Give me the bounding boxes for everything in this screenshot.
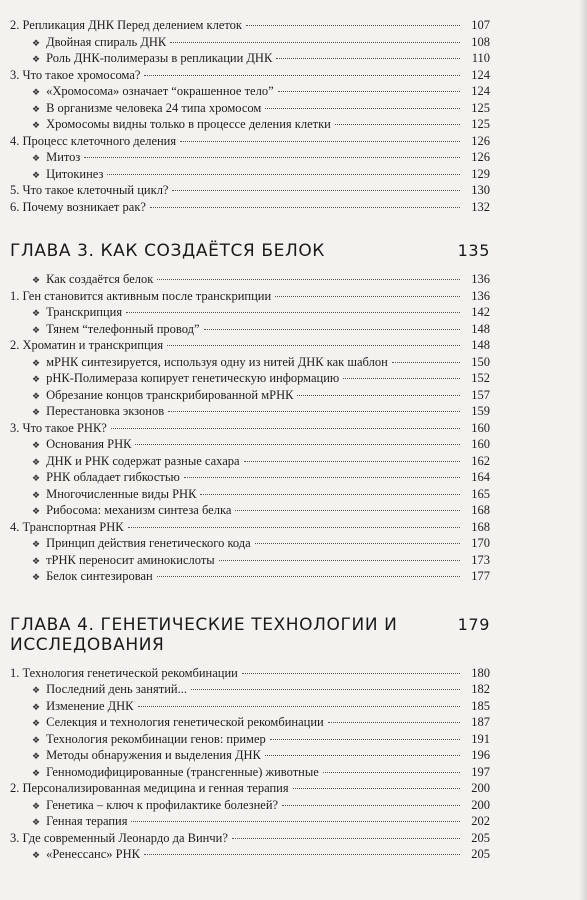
dot-leader	[167, 345, 460, 346]
toc-subsection-entry[interactable]	[10, 100, 490, 117]
dot-leader	[138, 706, 460, 707]
toc-subsection-entry[interactable]	[10, 116, 490, 133]
dot-leader	[392, 362, 460, 363]
entry-title: Основания РНК	[46, 437, 132, 451]
toc-subsection-entry[interactable]	[10, 83, 490, 100]
entry-page-number: 110	[471, 51, 490, 65]
dot-leader	[131, 821, 460, 822]
diamond-bullet-icon: ❖	[32, 751, 41, 761]
chapter-4-title: ГЛАВА 4. ГЕНЕТИЧЕСКИЕ ТЕХНОЛОГИИ И ИССЛЕДОВАНИЯ	[10, 614, 398, 655]
entry-page-number: 173	[471, 552, 490, 567]
toc-subsection-entry[interactable]	[10, 453, 490, 470]
toc-subsection-entry[interactable]	[10, 698, 490, 715]
diamond-bullet-icon: ❖	[32, 308, 41, 318]
entry-page-number: 197	[471, 764, 490, 779]
diamond-bullet-icon: ❖	[32, 800, 41, 811]
toc-section-entry[interactable]	[10, 17, 490, 34]
entry-page-number: 136	[471, 272, 490, 286]
entry-page-number: 170	[471, 536, 490, 550]
dot-leader	[232, 838, 460, 839]
toc-section-entry[interactable]	[10, 288, 490, 305]
entry-title: 2. Репликация ДНК Перед делением клеток	[10, 18, 242, 32]
dot-leader	[235, 510, 460, 511]
dot-leader	[343, 378, 460, 379]
toc-subsection-entry[interactable]	[10, 714, 490, 731]
diamond-bullet-icon: ❖	[32, 440, 41, 450]
entry-page-number: 130	[471, 183, 490, 197]
entry-page-number: 162	[471, 453, 490, 468]
entry-page-number: 157	[471, 387, 490, 402]
toc-subsection-entry[interactable]	[10, 403, 490, 420]
entry-page-number: 136	[471, 288, 490, 303]
toc-subsection-entry[interactable]	[10, 486, 490, 503]
toc-section-entry[interactable]	[10, 133, 490, 150]
dot-leader	[157, 279, 460, 280]
dot-leader	[157, 576, 460, 577]
diamond-bullet-icon: ❖	[32, 473, 41, 483]
entry-title: Роль ДНК-полимеразы в репликации ДНК	[46, 51, 273, 65]
entry-title: ДНК и РНК содержат разные сахара	[46, 453, 240, 468]
entry-page-number: 202	[471, 814, 490, 828]
dot-leader	[335, 124, 460, 125]
entry-page-number: 126	[471, 133, 490, 148]
entry-page-number: 160	[471, 420, 490, 435]
entry-title: Многочисленные виды РНК	[46, 486, 197, 501]
entry-title: 4. Процесс клеточного деления	[10, 133, 177, 148]
entry-title: Белок синтезирован	[46, 569, 153, 583]
dot-leader	[180, 141, 460, 142]
diamond-bullet-icon: ❖	[32, 767, 41, 778]
toc-subsection-entry[interactable]	[10, 149, 490, 166]
entry-title: «Ренессанс» РНК	[46, 847, 140, 861]
entry-title: 3. Где современный Леонардо да Винчи?	[10, 830, 228, 845]
dot-leader	[276, 58, 460, 59]
entry-title: Генетика – ключ к профилактике болезней?	[46, 797, 279, 812]
entry-page-number: 132	[471, 199, 490, 214]
toc-subsection-entry[interactable]	[10, 387, 490, 404]
dot-leader	[255, 543, 460, 544]
toc-subsection-entry[interactable]	[10, 568, 490, 585]
entry-page-number: 168	[471, 503, 490, 517]
toc-section-protein	[10, 271, 490, 585]
chapter-4-page: 179	[457, 614, 490, 634]
toc-subsection-entry[interactable]	[10, 34, 490, 51]
toc-subsection-entry[interactable]	[10, 370, 490, 387]
dot-leader	[204, 329, 460, 330]
toc-section-entry[interactable]	[10, 420, 490, 437]
diamond-bullet-icon: ❖	[32, 456, 41, 467]
entry-page-number: 107	[471, 18, 490, 32]
entry-title: Перестановка экзонов	[46, 404, 165, 418]
toc-subsection-entry[interactable]	[10, 166, 490, 183]
toc-subsection-entry[interactable]	[10, 436, 490, 453]
dot-leader	[265, 108, 460, 109]
dot-leader	[323, 772, 460, 773]
entry-title: Генномодифицированные (трансгенные) животные	[46, 764, 319, 779]
toc-subsection-entry[interactable]	[10, 271, 490, 288]
entry-title: 4. Транспортная РНК	[10, 519, 124, 534]
dot-leader	[150, 207, 460, 208]
toc-section-chromosomes	[10, 17, 490, 215]
diamond-bullet-icon: ❖	[32, 572, 41, 582]
entry-page-number: 187	[471, 715, 490, 729]
diamond-bullet-icon: ❖	[32, 489, 41, 500]
toc-subsection-entry[interactable]	[10, 552, 490, 569]
entry-page-number: 152	[471, 371, 490, 385]
chapter-3-heading[interactable]	[10, 241, 490, 261]
entry-title: Методы обнаружения и выделения ДНК	[46, 748, 261, 762]
entry-page-number: 125	[471, 100, 490, 115]
entry-page-number: 200	[471, 797, 490, 812]
dot-leader	[168, 411, 460, 412]
diamond-bullet-icon: ❖	[32, 734, 41, 745]
dot-leader	[297, 395, 460, 396]
entry-title: 2. Хроматин и транскрипция	[10, 338, 164, 352]
diamond-bullet-icon: ❖	[32, 103, 41, 114]
toc-subsection-entry[interactable]	[10, 321, 490, 338]
entry-page-number: 191	[471, 731, 490, 746]
page-edge-shadow	[579, 0, 587, 900]
toc-subsection-entry[interactable]	[10, 747, 490, 764]
dot-leader	[265, 755, 460, 756]
entry-page-number: 148	[471, 321, 490, 336]
entry-title: Хромосомы видны только в процессе деления клетки	[46, 117, 331, 131]
entry-page-number: 160	[471, 437, 490, 451]
entry-page-number: 125	[471, 117, 490, 131]
diamond-bullet-icon: ❖	[32, 87, 41, 97]
diamond-bullet-icon: ❖	[32, 275, 41, 285]
diamond-bullet-icon: ❖	[32, 850, 41, 860]
entry-page-number: 148	[471, 338, 490, 352]
toc-subsection-entry[interactable]	[10, 535, 490, 552]
entry-title: Тянем “телефонный провод”	[46, 321, 200, 336]
entry-title: мРНК синтезируется, используя одну из нитей ДНК как шаблон	[46, 354, 388, 369]
toc-section-entry[interactable]	[10, 830, 490, 847]
toc-section-entry[interactable]	[10, 519, 490, 536]
toc-subsection-entry[interactable]	[10, 797, 490, 814]
diamond-bullet-icon: ❖	[32, 153, 41, 163]
dot-leader	[246, 25, 460, 26]
dot-leader	[219, 560, 460, 561]
toc-section-entry[interactable]	[10, 182, 490, 199]
dot-leader	[135, 444, 460, 445]
entry-title: Обрезание концов транскрибированной мРНК	[46, 387, 294, 402]
entry-title: 3. Что такое хромосома?	[10, 67, 141, 82]
chapter-3-page: 135	[457, 241, 490, 260]
entry-page-number: 164	[471, 470, 490, 484]
toc-subsection-entry[interactable]	[10, 681, 490, 698]
dot-leader	[278, 91, 460, 92]
entry-title: Митоз	[46, 150, 81, 164]
entry-page-number: 205	[471, 830, 490, 845]
entry-title: В организме человека 24 типа хромосом	[46, 100, 262, 115]
entry-title: Изменение ДНК	[46, 698, 134, 713]
entry-page-number: 185	[471, 698, 490, 713]
toc-section-entry[interactable]	[10, 67, 490, 84]
entry-page-number: 180	[471, 665, 490, 680]
toc-section-entry[interactable]	[10, 337, 490, 354]
dot-leader	[328, 722, 460, 723]
entry-page-number: 205	[471, 847, 490, 861]
toc-subsection-entry[interactable]	[10, 502, 490, 519]
entry-title: Двойная спираль ДНК	[46, 34, 167, 49]
dot-leader	[200, 494, 460, 495]
entry-page-number: 124	[471, 84, 490, 98]
entry-page-number: 129	[471, 166, 490, 181]
entry-title: рНК-Полимераза копирует генетическую информацию	[46, 371, 340, 385]
diamond-bullet-icon: ❖	[32, 506, 41, 516]
dot-leader	[111, 428, 460, 429]
diamond-bullet-icon: ❖	[32, 54, 41, 64]
dot-leader	[293, 788, 460, 789]
entry-page-number: 168	[471, 519, 490, 534]
diamond-bullet-icon: ❖	[32, 169, 41, 180]
toc-section-entry[interactable]	[10, 780, 490, 797]
toc-section-technologies	[10, 665, 490, 863]
entry-title: 3. Что такое РНК?	[10, 420, 107, 435]
entry-page-number: 177	[471, 569, 490, 583]
diamond-bullet-icon: ❖	[32, 685, 41, 695]
entry-title: 5. Что такое клеточный цикл?	[10, 183, 169, 197]
entry-title: 6. Почему возникает рак?	[10, 199, 146, 214]
entry-title: Как создаётся белок	[46, 272, 154, 286]
entry-title: «Хромосома» означает “окрашенное тело”	[46, 84, 274, 98]
diamond-bullet-icon: ❖	[32, 817, 41, 827]
toc-subsection-entry[interactable]	[10, 50, 490, 67]
entry-title: Последний день занятий...	[46, 682, 187, 696]
dot-leader	[128, 527, 460, 528]
dot-leader	[282, 805, 460, 806]
entry-page-number: 159	[471, 404, 490, 418]
dot-leader	[191, 689, 460, 690]
dot-leader	[172, 190, 460, 191]
entry-title: Рибосома: механизм синтеза белка	[46, 503, 232, 517]
entry-title: 1. Технология генетической рекомбинации	[10, 665, 238, 680]
toc-section-entry[interactable]	[10, 665, 490, 682]
chapter-4-heading[interactable]	[10, 615, 490, 655]
diamond-bullet-icon: ❖	[32, 374, 41, 384]
toc-subsection-entry[interactable]	[10, 304, 490, 321]
dot-leader	[184, 477, 460, 478]
entry-title: Селекция и технология генетической рекомбинации	[46, 715, 324, 729]
diamond-bullet-icon: ❖	[32, 390, 41, 401]
toc-subsection-entry[interactable]	[10, 846, 490, 863]
dot-leader	[84, 157, 460, 158]
entry-page-number: 124	[471, 67, 490, 82]
entry-title: тРНК переносит аминокислоты	[46, 552, 215, 567]
dot-leader	[275, 296, 460, 297]
dot-leader	[270, 739, 460, 740]
diamond-bullet-icon: ❖	[32, 718, 41, 728]
dot-leader	[144, 75, 460, 76]
diamond-bullet-icon: ❖	[32, 539, 41, 549]
entry-page-number: 126	[471, 150, 490, 164]
entry-title: Генная терапия	[46, 814, 128, 828]
diamond-bullet-icon: ❖	[32, 120, 41, 130]
toc-section-entry[interactable]	[10, 199, 490, 216]
table-of-contents	[10, 17, 490, 863]
entry-page-number: 182	[471, 682, 490, 696]
dot-leader	[144, 854, 460, 855]
entry-title: 1. Ген становится активным после транскрипции	[10, 288, 272, 303]
toc-subsection-entry[interactable]	[10, 764, 490, 781]
toc-subsection-entry[interactable]	[10, 354, 490, 371]
diamond-bullet-icon: ❖	[32, 555, 41, 566]
chapter-3-title: ГЛАВА 3. КАК СОЗДАЁТСЯ БЕЛОК	[10, 241, 325, 261]
entry-page-number: 142	[471, 305, 490, 319]
entry-page-number: 196	[471, 748, 490, 762]
toc-subsection-entry[interactable]	[10, 469, 490, 486]
toc-subsection-entry[interactable]	[10, 813, 490, 830]
dot-leader	[244, 461, 460, 462]
entry-title: Технология рекомбинации генов: пример	[46, 731, 266, 746]
entry-title: Цитокинез	[46, 166, 104, 181]
diamond-bullet-icon: ❖	[32, 701, 41, 712]
entry-page-number: 108	[471, 34, 490, 49]
dot-leader	[242, 673, 460, 674]
diamond-bullet-icon: ❖	[32, 407, 41, 417]
entry-title: Транскрипция	[46, 305, 123, 319]
entry-title: РНК обладает гибкостью	[46, 470, 180, 484]
dot-leader	[170, 42, 460, 43]
entry-title: 2. Персонализированная медицина и генная терапия	[10, 781, 289, 795]
diamond-bullet-icon: ❖	[32, 324, 41, 335]
dot-leader	[126, 312, 460, 313]
entry-page-number: 165	[471, 486, 490, 501]
entry-page-number: 200	[471, 781, 490, 795]
diamond-bullet-icon: ❖	[32, 37, 41, 48]
entry-page-number: 150	[471, 354, 490, 369]
toc-subsection-entry[interactable]	[10, 731, 490, 748]
dot-leader	[107, 174, 460, 175]
diamond-bullet-icon: ❖	[32, 357, 41, 368]
entry-title: Принцип действия генетического кода	[46, 536, 251, 550]
